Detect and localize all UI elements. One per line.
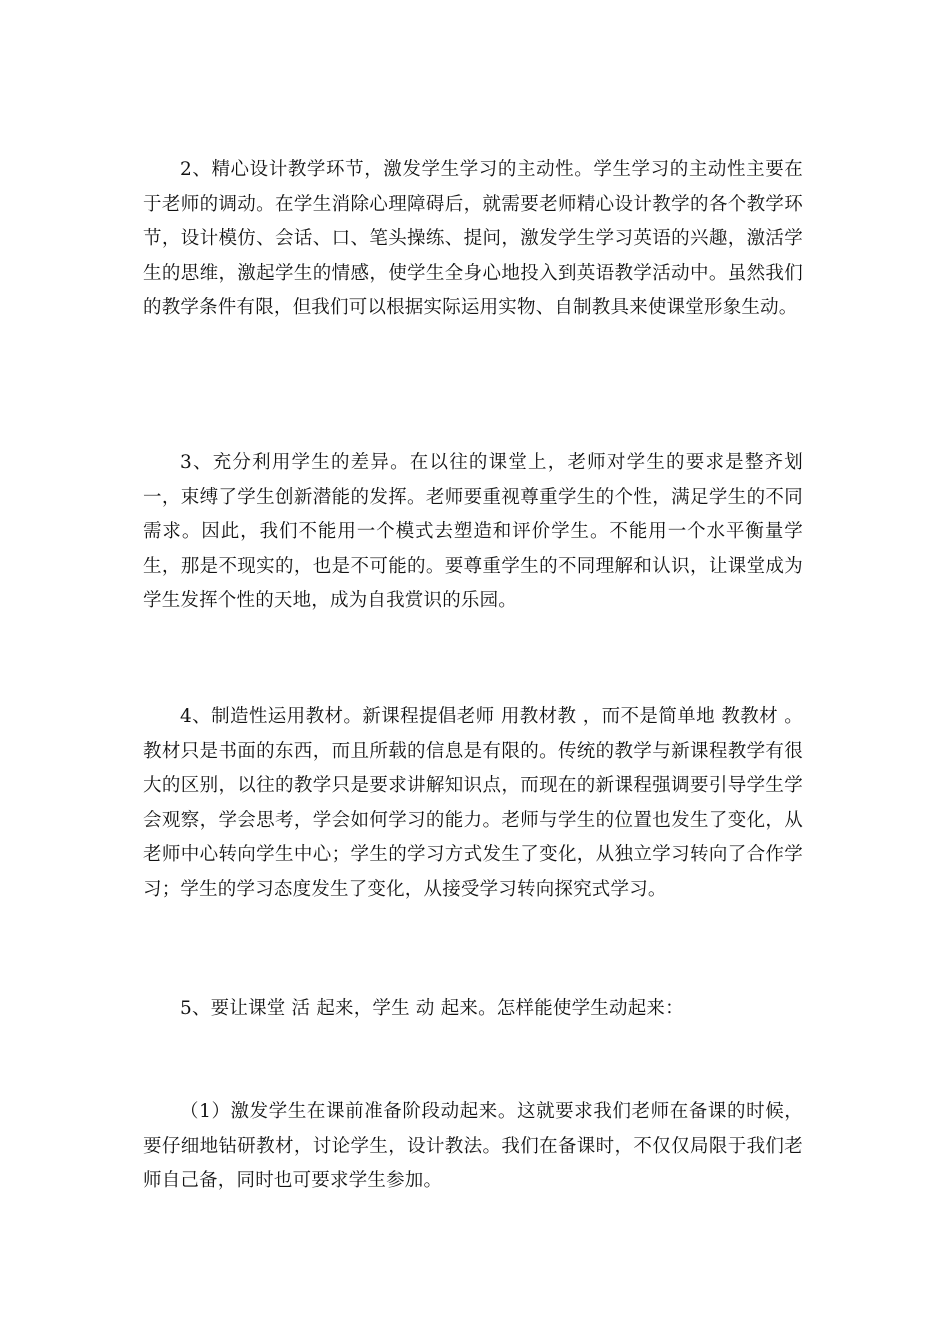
paragraph-3: 3、充分利用学生的差异。在以往的课堂上，老师对学生的要求是整齐划一，束缚了学生创新潜能的发挥。老师要重视尊重学生的个性，满足学生的不同需求。因此，我们不能用一个模式去塑造和评价学生。不能用一个水平衡量学生，那是不现实的，也是不可能的。要尊重学生的不同理解和认识，让课堂成为学生发挥个性的天地，成为自我赏识的乐园。 (143, 452, 803, 612)
paragraph-5: 5、要让课堂 活 起来，学生 动 起来。怎样能使学生动起来： (180, 998, 684, 1019)
paragraph-4: 4、制造性运用教材。新课程提倡老师 用教材教 ，而不是简单地 教教材 。教材只是书面的东西，而且所载的信息是有限的。传统的教学与新课程教学有很大的区别，以往的教学只是要求讲解知识点，而现在的新课程强调要引导学生学会观察，学会思考，学会如何学习的能力。老师与学生的位置也发生了变化，从老师中心转向学生中心；学生的学习方式发生了变化，从独立学习转向了合作学习；学生的学习态度发生了变化，从接受学习转向探究式学习。 (143, 706, 803, 900)
paragraph-5-1: （1）激发学生在课前准备阶段动起来。这就要求我们老师在备课的时候，要仔细地钻研教材，讨论学生，设计教法。我们在备课时，不仅仅局限于我们老师自己备，同时也可要求学生参加。 (143, 1101, 803, 1192)
paragraph-2: 2、精心设计教学环节，激发学生学习的主动性。学生学习的主动性主要在于老师的调动。在学生消除心理障碍后，就需要老师精心设计教学的各个教学环节，设计模仿、会话、口、笔头操练、提问，激发学生学习英语的兴趣，激活学生的思维，激起学生的情感，使学生全身心地投入到英语教学活动中。虽然我们的教学条件有限，但我们可以根据实际运用实物、自制教具来使课堂形象生动。 (143, 159, 803, 319)
